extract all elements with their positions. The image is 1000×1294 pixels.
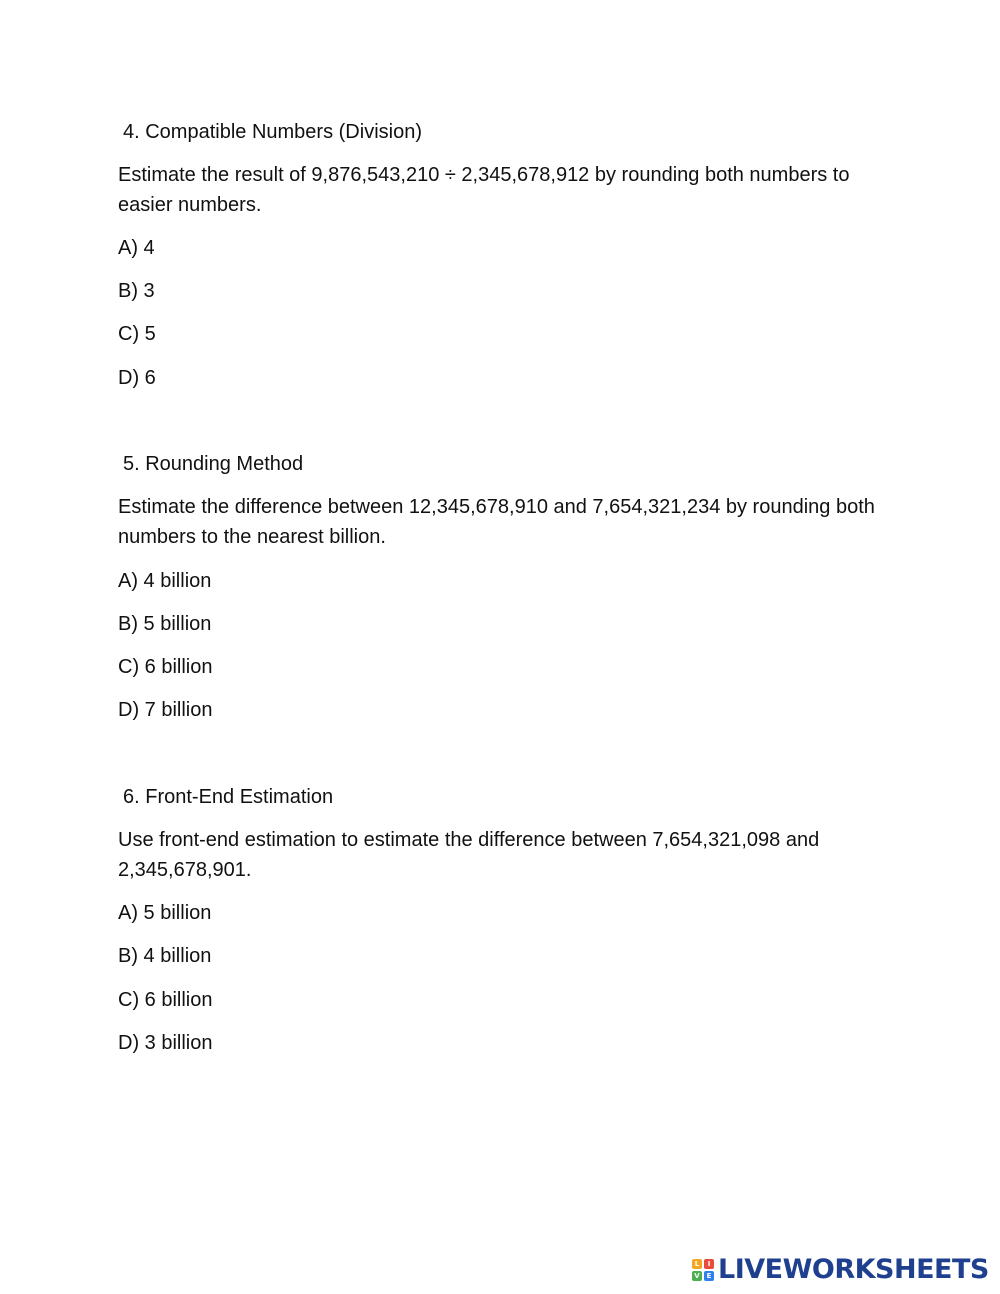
question-5-option-d[interactable]: D) 7 billion bbox=[118, 699, 213, 721]
question-5-option-b[interactable]: B) 5 billion bbox=[118, 613, 212, 635]
question-4-option-b[interactable]: B) 3 bbox=[118, 280, 155, 302]
logo-tile: E bbox=[704, 1271, 714, 1281]
question-6-option-c[interactable]: C) 6 billion bbox=[118, 989, 213, 1011]
question-6-option-d[interactable]: D) 3 billion bbox=[118, 1032, 213, 1054]
question-6-heading: 6. Front-End Estimation bbox=[123, 786, 334, 808]
question-4-option-a[interactable]: A) 4 bbox=[118, 237, 155, 259]
question-4-option-d[interactable]: D) 6 bbox=[118, 367, 156, 389]
question-6-option-b[interactable]: B) 4 billion bbox=[118, 945, 212, 967]
question-4-prompt: Estimate the result of 9,876,543,210 ÷ 2,345,678,912 by rounding both numbers to easier numbers. bbox=[118, 164, 850, 216]
logo-tile: V bbox=[692, 1271, 702, 1281]
logo-tile: I bbox=[704, 1259, 714, 1269]
logo-tile: L bbox=[692, 1259, 702, 1269]
question-5-heading: 5. Rounding Method bbox=[123, 453, 304, 475]
question-5-prompt: Estimate the difference between 12,345,678,910 and 7,654,321,234 by rounding both numbers to the nearest billion. bbox=[118, 496, 875, 548]
question-6-option-a[interactable]: A) 5 billion bbox=[118, 902, 212, 924]
liveworksheets-logo bbox=[692, 1254, 989, 1286]
question-6-prompt: Use front-end estimation to estimate the difference between 7,654,321,098 and 2,345,678,901. bbox=[118, 829, 820, 881]
logo-tile-icon bbox=[692, 1259, 714, 1281]
question-4-option-c[interactable]: C) 5 bbox=[118, 323, 156, 345]
question-5-option-a[interactable]: A) 4 billion bbox=[118, 570, 212, 592]
logo-text: LIVEWORKSHEETS bbox=[718, 1254, 989, 1285]
question-5-option-c[interactable]: C) 6 billion bbox=[118, 656, 213, 678]
question-4-heading: 4. Compatible Numbers (Division) bbox=[123, 121, 422, 143]
